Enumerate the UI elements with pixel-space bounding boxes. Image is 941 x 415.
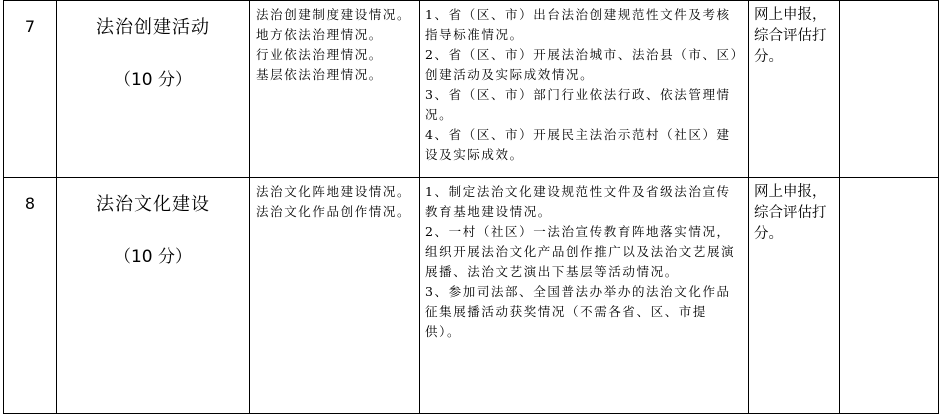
content-line: 法治文化作品创作情况。 [256, 204, 412, 219]
row-number: 7 [4, 1, 57, 178]
standard-line: 1、制定法治文化建设规范性文件及省级法治宣传教育基地建设情况。 [425, 184, 731, 219]
table-row [4, 178, 939, 414]
evaluation-content [250, 1, 420, 178]
method-text: 网上申报，综合评估打分。 [754, 7, 827, 65]
standard-line: 3、省（区、市）部门行业依法行政、依法管理情况。 [425, 87, 731, 122]
content-line: 行业依法治理情况。 [256, 47, 383, 62]
content-line: 法治文化阵地建设情况。 [256, 184, 412, 199]
evaluation-method [749, 1, 840, 178]
evaluation-standards [420, 178, 749, 414]
standard-line: 2、一村（社区）一法治宣传教育阵地落实情况，组织开展法治文化产品创作推广以及法治文艺展演展播、法治文艺演出下基层等活动情况。 [425, 224, 736, 279]
item-title: 法治创建活动 [96, 17, 210, 38]
item-score: （10 分） [113, 70, 193, 90]
standard-line: 1、省（区、市）出台法治创建规范性文件及考核指导标准情况。 [425, 7, 731, 42]
row-number: 8 [4, 178, 57, 414]
content-line: 基层依法治理情况。 [256, 67, 383, 82]
empty-cell [840, 178, 939, 414]
standard-line: 2、省（区、市）开展法治城市、法治县（市、区）创建活动及实际成效情况。 [425, 47, 739, 82]
item-title: 法治文化建设 [96, 194, 210, 215]
item-title-cell [57, 1, 250, 178]
evaluation-method [749, 178, 840, 414]
content-line: 法治创建制度建设情况。 [256, 7, 412, 22]
item-title-cell [57, 178, 250, 414]
standard-line: 4、省（区、市）开展民主法治示范村（社区）建设及实际成效。 [425, 127, 731, 162]
standard-line: 3、参加司法部、全国普法办举办的法治文化作品征集展播活动获奖情况（不需各省、区、市提供）。 [425, 284, 731, 339]
method-text: 网上申报，综合评估打分。 [754, 184, 827, 242]
empty-cell [840, 1, 939, 178]
evaluation-standards [420, 1, 749, 178]
table-row [4, 1, 939, 178]
item-score: （10 分） [113, 247, 193, 267]
content-line: 地方依法治理情况。 [256, 27, 383, 42]
evaluation-content [250, 178, 420, 414]
evaluation-table [3, 0, 939, 414]
